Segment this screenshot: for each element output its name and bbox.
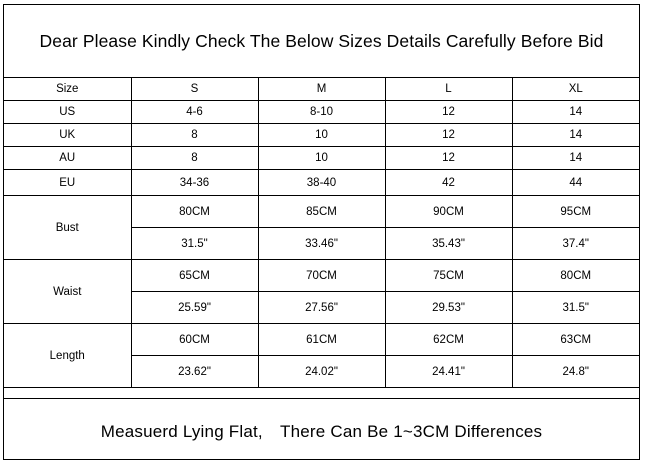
size-value-cell: 4-6 [131,101,258,124]
chart-heading: Dear Please Kindly Check The Below Sizes Details Carefully Before Bid [4,5,639,78]
size-value-cell: 12 [385,124,512,147]
size-value-cell: 8 [131,147,258,170]
size-value-cell: 12 [385,101,512,124]
measure-row-bust-cm [4,196,639,228]
row-label: EU [4,170,131,196]
measure-label: Waist [4,260,131,324]
measurement-note: Measuerd Lying Flat, There Can Be 1~3CM Differences [4,398,639,459]
size-value-cell: 10 [258,147,385,170]
measure-cm-cell: 85CM [258,196,385,228]
measure-inch-cell: 35.43" [385,228,512,260]
measure-cm-cell: 95CM [512,196,639,228]
size-header-cell: M [258,78,385,101]
size-row-us [4,101,639,124]
size-header-row [4,78,639,101]
size-value-cell: 14 [512,101,639,124]
measure-inch-cell: 37.4" [512,228,639,260]
measure-label: Bust [4,196,131,260]
measure-inch-cell: 23.62" [131,356,258,388]
row-label: US [4,101,131,124]
size-row-au [4,147,639,170]
size-value-cell: 12 [385,147,512,170]
size-header-cell: XL [512,78,639,101]
measure-cm-cell: 90CM [385,196,512,228]
size-header-cell: L [385,78,512,101]
size-chart [3,4,640,460]
measure-inch-cell: 25.59" [131,292,258,324]
measure-cm-cell: 63CM [512,324,639,356]
size-value-cell: 38-40 [258,170,385,196]
size-value-cell: 8-10 [258,101,385,124]
size-row-uk [4,124,639,147]
size-row-eu [4,170,639,196]
measure-inch-cell: 31.5" [131,228,258,260]
size-value-cell: 44 [512,170,639,196]
measure-cm-cell: 65CM [131,260,258,292]
measure-cm-cell: 70CM [258,260,385,292]
size-table [4,78,639,388]
measure-inch-cell: 27.56" [258,292,385,324]
size-value-cell: 34-36 [131,170,258,196]
row-label: AU [4,147,131,170]
size-value-cell: 14 [512,147,639,170]
measure-cm-cell: 61CM [258,324,385,356]
measure-cm-cell: 80CM [131,196,258,228]
size-label: Size [4,78,131,101]
size-value-cell: 8 [131,124,258,147]
measure-row-waist-cm [4,260,639,292]
measure-label: Length [4,324,131,388]
measure-inch-cell: 24.8" [512,356,639,388]
size-header-cell: S [131,78,258,101]
measure-inch-cell: 29.53" [385,292,512,324]
measure-cm-cell: 60CM [131,324,258,356]
size-value-cell: 42 [385,170,512,196]
measure-inch-cell: 31.5" [512,292,639,324]
measure-row-length-cm [4,324,639,356]
measure-cm-cell: 62CM [385,324,512,356]
measure-inch-cell: 33.46" [258,228,385,260]
measure-inch-cell: 24.02" [258,356,385,388]
row-label: UK [4,124,131,147]
size-value-cell: 10 [258,124,385,147]
measure-cm-cell: 75CM [385,260,512,292]
measure-inch-cell: 24.41" [385,356,512,388]
measure-cm-cell: 80CM [512,260,639,292]
size-value-cell: 14 [512,124,639,147]
